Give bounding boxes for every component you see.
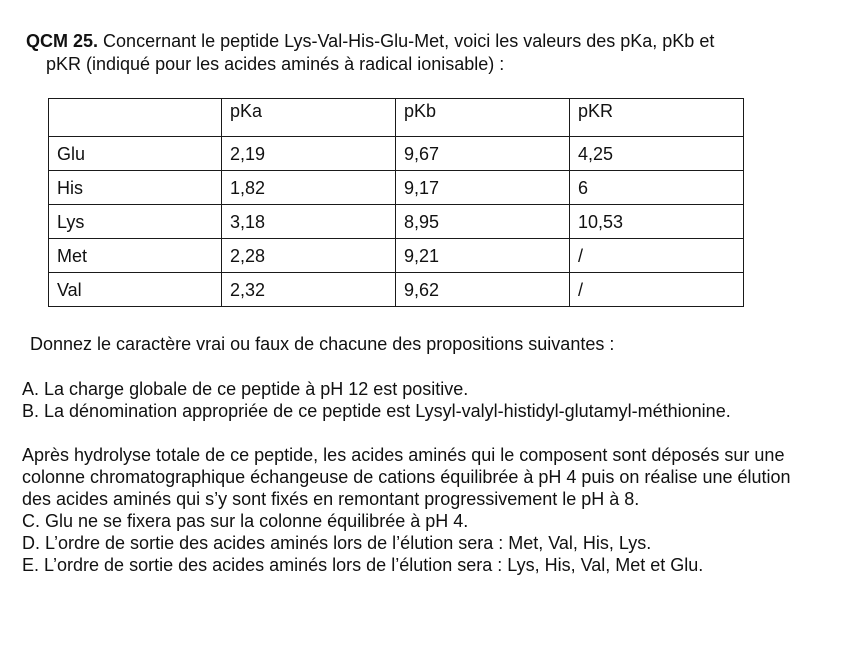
- table-cell: 9,62: [396, 273, 570, 307]
- table-cell: 10,53: [570, 205, 744, 239]
- question-intro-line1: Concernant le peptide Lys-Val-His-Glu-Met, voici les valeurs des pKa, pKb et: [103, 31, 715, 51]
- question-number: QCM 25.: [26, 31, 99, 51]
- proposition-a: A. La charge globale de ce peptide à pH 12 est positive.: [22, 379, 469, 399]
- table-cell: 8,95: [396, 205, 570, 239]
- table-cell: 9,21: [396, 239, 570, 273]
- table-row: [49, 273, 744, 307]
- table-row: [49, 137, 744, 171]
- table-cell: 2,19: [222, 137, 396, 171]
- table-cell: Glu: [49, 137, 222, 171]
- table-row: [49, 171, 744, 205]
- question-intro-line2: pKR (indiqué pour les acides aminés à radical ionisable) :: [46, 54, 505, 74]
- propositions-block: [22, 378, 822, 576]
- spacer: [22, 422, 822, 444]
- table-cell: 6: [570, 171, 744, 205]
- table-cell: 1,82: [222, 171, 396, 205]
- table-cell: Val: [49, 273, 222, 307]
- table-header-row: [49, 99, 744, 137]
- table-header-cell: pKR: [570, 99, 744, 137]
- proposition-c: C. Glu ne se fixera pas sur la colonne équilibrée à pH 4.: [22, 511, 469, 531]
- table-row: [49, 239, 744, 273]
- table-cell: 2,28: [222, 239, 396, 273]
- table-cell: /: [570, 239, 744, 273]
- table-header-cell: pKb: [396, 99, 570, 137]
- table-cell: 9,67: [396, 137, 570, 171]
- table-cell: 9,17: [396, 171, 570, 205]
- table-cell: 3,18: [222, 205, 396, 239]
- table-cell: His: [49, 171, 222, 205]
- question-header: [26, 30, 816, 76]
- instruction-text: Donnez le caractère vrai ou faux de chacune des propositions suivantes :: [30, 334, 615, 354]
- pk-table: [48, 98, 744, 307]
- table-cell: 2,32: [222, 273, 396, 307]
- table-row: [49, 205, 744, 239]
- proposition-b: B. La dénomination appropriée de ce peptide est Lysyl-valyl-histidyl-glutamyl-méthionine.: [22, 401, 731, 421]
- table-header-cell: [49, 99, 222, 137]
- table-cell: 4,25: [570, 137, 744, 171]
- table-cell: Lys: [49, 205, 222, 239]
- proposition-d: D. L’ordre de sortie des acides aminés lors de l’élution sera : Met, Val, His, Lys.: [22, 533, 652, 553]
- proposition-e: E. L’ordre de sortie des acides aminés lors de l’élution sera : Lys, His, Val, Met et Glu.: [22, 555, 704, 575]
- table-header-cell: pKa: [222, 99, 396, 137]
- table-cell: Met: [49, 239, 222, 273]
- hydrolysis-context: Après hydrolyse totale de ce peptide, les acides aminés qui le composent sont déposés sur une colonne chromatographique échangeuse de cations équilibrée à pH 4 puis on réalise une élution des acides aminés qui s’y sont fixés en remontant progressivement le pH à 8.: [22, 445, 791, 509]
- table-cell: /: [570, 273, 744, 307]
